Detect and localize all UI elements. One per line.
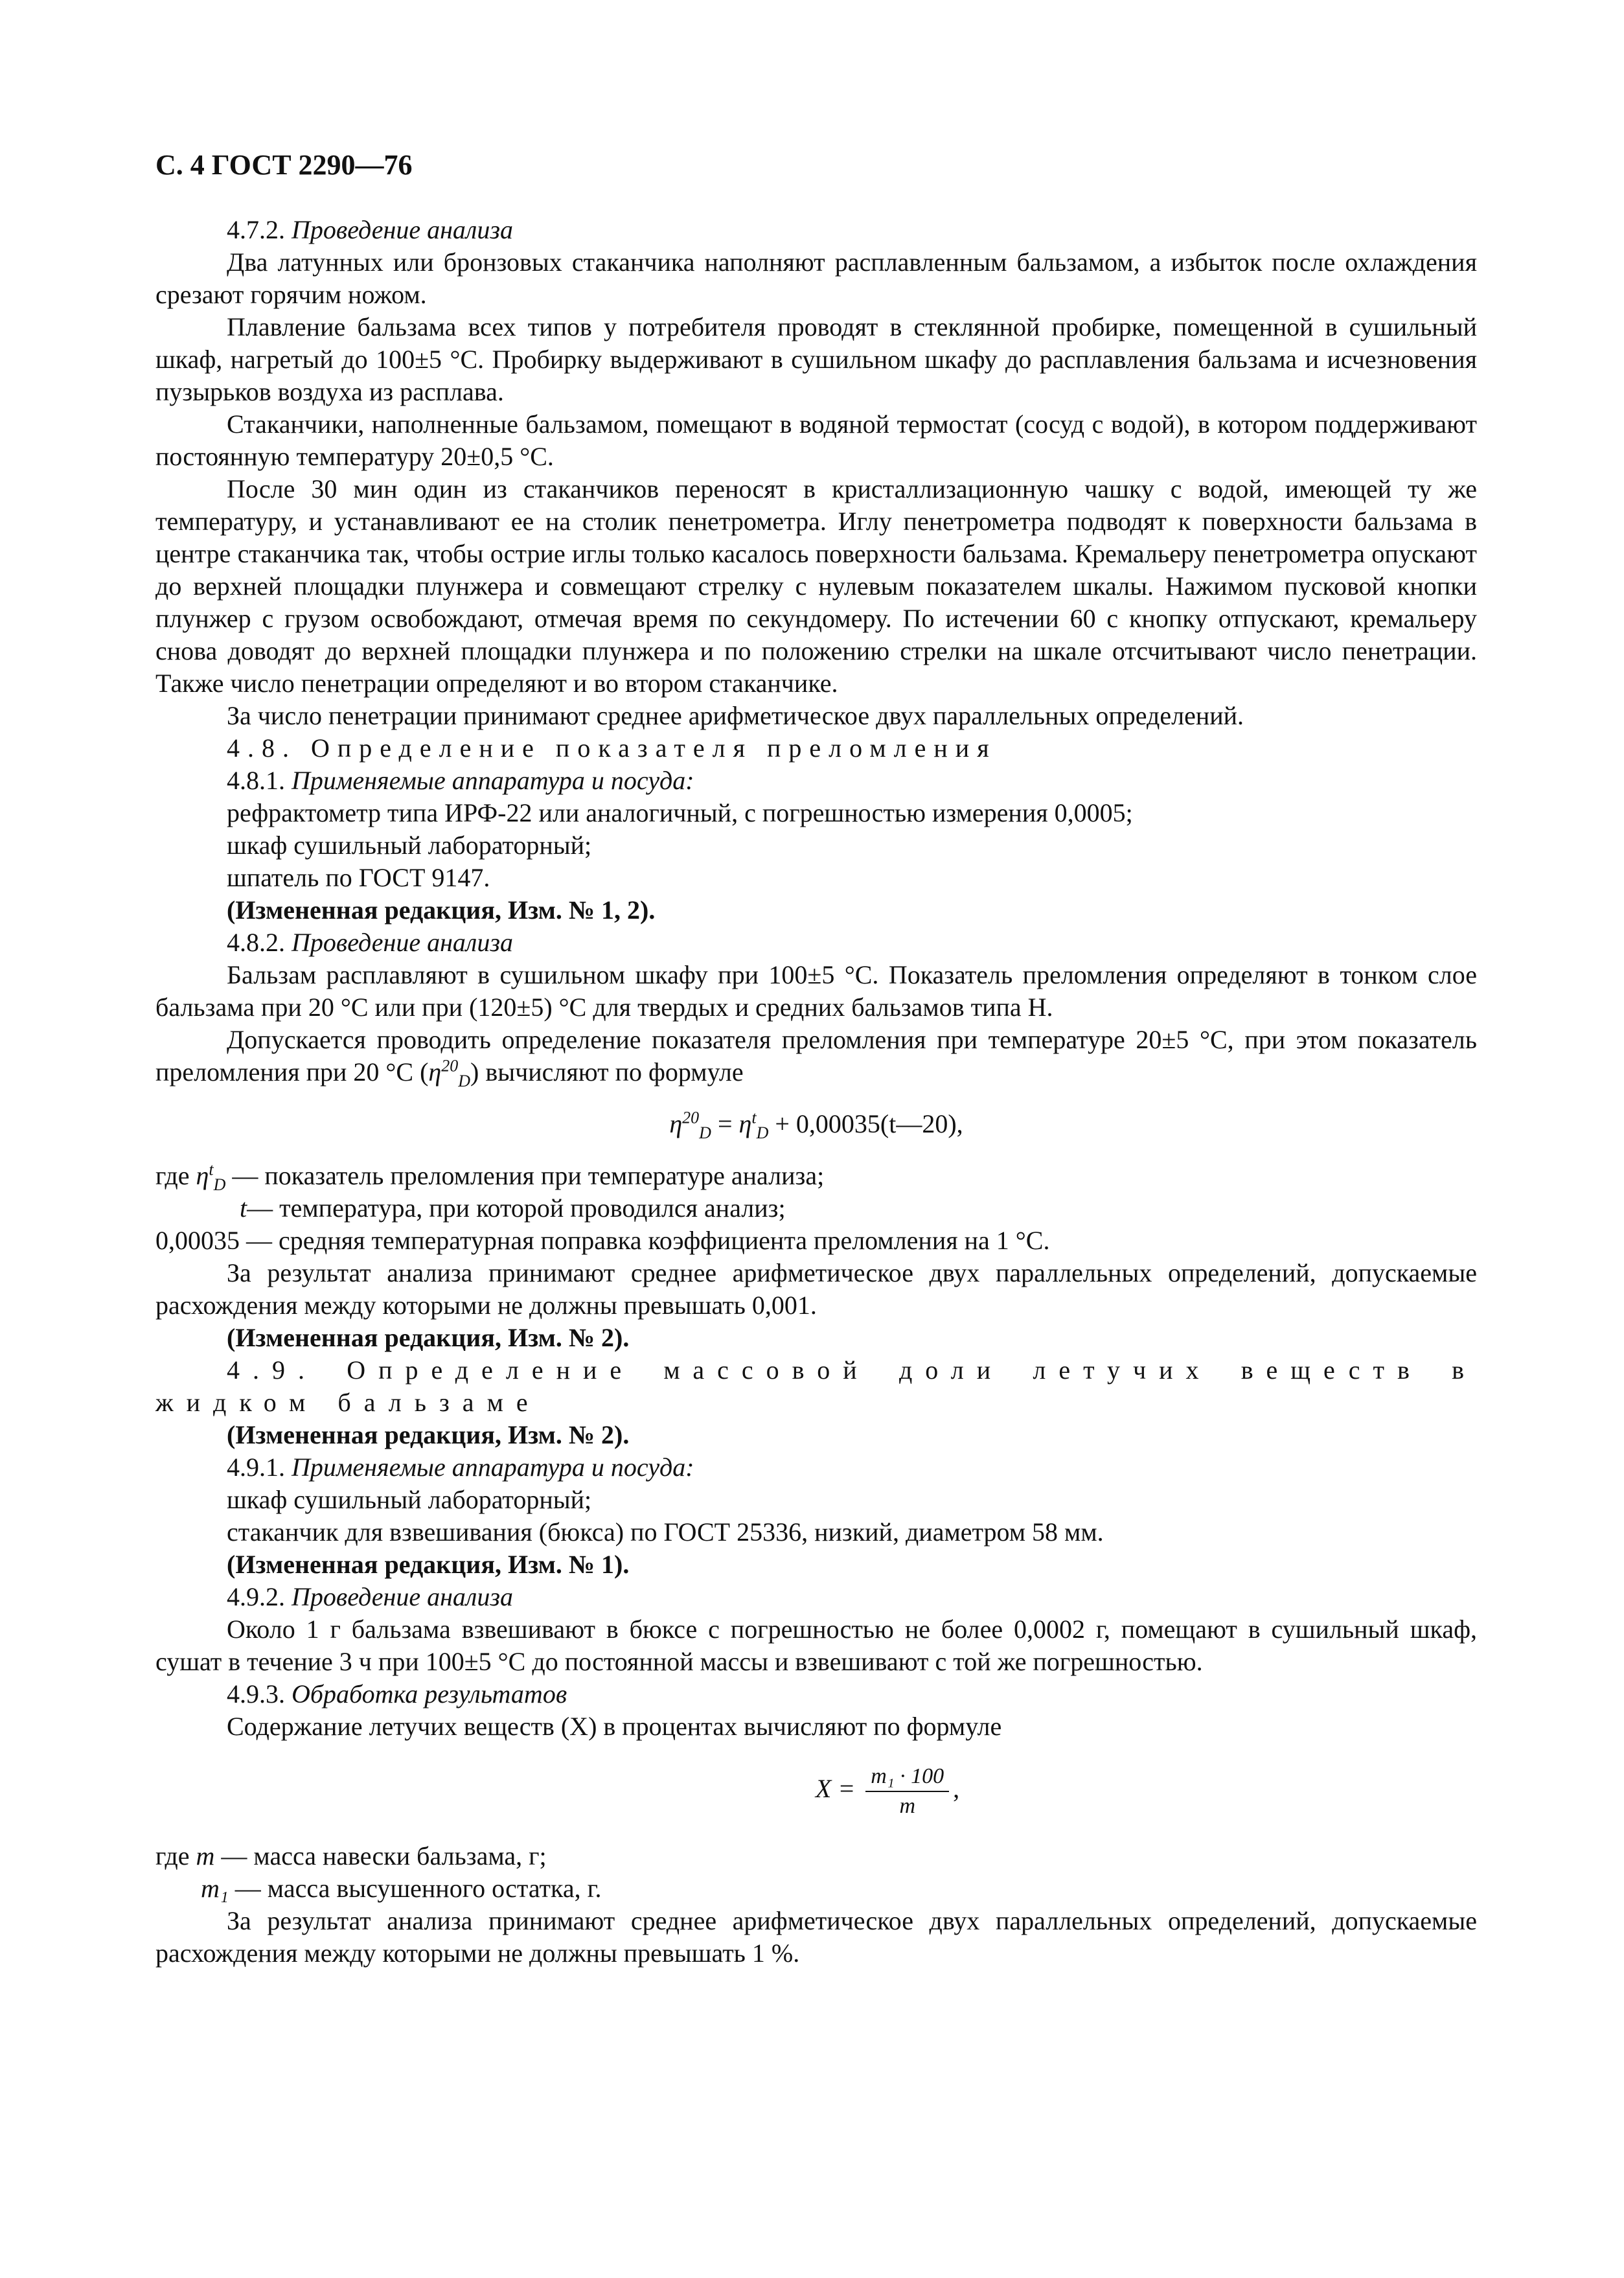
paragraph: После 30 мин один из стаканчиков переносят в кристаллизационную чашку с водой, имеющей ту же температуру, и устанавливают ее на столик пенетрометра. Иглу пенетрометра подводят к поверхности бальзама в центре стаканчика так, чтобы острие иглы только касалось поверхности бальзама. Кремальеру пенетрометра опускают до верхней площадки плунжера и совмещают стрелку с нулевым показателем шкалы. Нажимом пусковой кнопки плунжер с грузом освобождают, отмечая время по секундомеру. По истечении 60 с кнопку отпускают, кремальеру снова доводят до верхней площадки плунжера и по положению стрелки на шкале отсчитывают число пенетрации. Также число пенетрации определяют и во втором стаканчике. bbox=[155, 474, 1477, 698]
section-4-9-2 bbox=[155, 1581, 1477, 1613]
paragraph: Бальзам расплавляют в сушильном шкафу при 100±5 °С. Показатель преломления определяют в тонком слое бальзама при 20 °С или при (120±5) °С для твердых и средних бальзамов типа Н. bbox=[155, 960, 1477, 1022]
amendment-note: (Измененная редакция, Изм. № 1). bbox=[227, 1550, 630, 1579]
section-title: Обработка результатов bbox=[292, 1679, 567, 1708]
paragraph: Два латунных или бронзовых стаканчика наполняют расплавленным бальзамом, а избыток после охлаждения срезают горячим ножом. bbox=[155, 247, 1477, 309]
paragraph: За результат анализа принимают среднее арифметическое двух параллельных определений, допускаемые расхождения между которыми не должны превышать 1 %. bbox=[155, 1906, 1477, 1968]
amendment-note: (Измененная редакция, Изм. № 1, 2). bbox=[227, 895, 656, 925]
section-number: 4.8.1. bbox=[227, 766, 285, 795]
definition-row: m₁ — масса высушенного остатка, г. bbox=[201, 1874, 602, 1903]
document-body bbox=[155, 214, 1477, 1970]
paragraph: Около 1 г бальзама взвешивают в бюксе с погрешностью не более 0,0002 г, помещают в сушильный шкаф, сушат в течение 3 ч при 100±5 °С до постоянной массы и взвешивают с той же погрешностью. bbox=[155, 1615, 1477, 1676]
paragraph: За результат анализа принимают среднее арифметическое двух параллельных определений, допускаемые расхождения между которыми не должны превышать 0,001. bbox=[155, 1258, 1477, 1320]
definition-row: где m — масса навески бальзама, г; bbox=[155, 1841, 547, 1870]
list-item: шпатель по ГОСТ 9147. bbox=[227, 863, 490, 892]
fraction: $\frac{\text{m₁ · 100}}{m}$ bbox=[865, 1762, 949, 1821]
list-item: рефрактометр типа ИРФ-22 или аналогичный, с погрешностью измерения 0,0005; bbox=[227, 798, 1133, 827]
paragraph: Стаканчики, наполненные бальзамом, помещают в водяной термостат (сосуд с водой), в котором поддерживают постоянную температуру 20±0,5 °С. bbox=[155, 409, 1477, 471]
section-title: Проведение анализа bbox=[292, 1582, 513, 1611]
section-4-8-heading: 4.8. Определение показателя преломления bbox=[227, 733, 997, 763]
formula-refraction: $\eta^{20}_D = \eta^t_D$ + 0,00035(t—20), bbox=[669, 1108, 963, 1142]
section-4-9-heading: 4.9. Определение массовой доли летучих веществ в жидком бальзаме bbox=[155, 1355, 1477, 1417]
definition-row: t— температура, при которой проводился анализ; bbox=[240, 1193, 786, 1223]
paragraph: За число пенетрации принимают среднее арифметическое двух параллельных определений. bbox=[227, 701, 1244, 730]
paragraph: Содержание летучих веществ (X) в процентах вычисляют по формуле bbox=[227, 1712, 1002, 1741]
formula-volatiles: X = $\frac{\text{m₁ · 100}}{m}$ , bbox=[298, 1762, 1477, 1821]
amendment-note: (Измененная редакция, Изм. № 2). bbox=[227, 1323, 630, 1352]
section-number: 4.9.2. bbox=[227, 1582, 285, 1611]
section-title: Применяемые аппаратура и посуда: bbox=[292, 1453, 694, 1482]
list-item: стаканчик для взвешивания (бюкса) по ГОСТ 25336, низкий, диаметром 58 мм. bbox=[227, 1517, 1104, 1547]
amendment-note: (Измененная редакция, Изм. № 2). bbox=[227, 1420, 630, 1449]
eta-symbol: $\eta^{20}_D$ bbox=[428, 1056, 471, 1090]
definition-row: 0,00035 — средняя температурная поправка коэффициента преломления на 1 °С. bbox=[155, 1226, 1050, 1255]
section-4-9-3 bbox=[155, 1678, 1477, 1710]
page-header: С. 4 ГОСТ 2290—76 bbox=[155, 149, 413, 181]
paragraph: Допускается проводить определение показателя преломления при температуре 20±5 °С, при этом показатель преломления при 20 °С $(\eta^{20}_D)$ вычисляют по формуле bbox=[155, 1025, 1477, 1090]
list-item: шкаф сушильный лабораторный; bbox=[227, 1485, 592, 1514]
section-number: 4.7.2. bbox=[227, 215, 285, 244]
section-4-8-2 bbox=[155, 926, 1477, 959]
section-number: 4.8.2. bbox=[227, 928, 285, 957]
list-item: шкаф сушильный лабораторный; bbox=[227, 831, 592, 860]
section-title: Применяемые аппаратура и посуда: bbox=[292, 766, 694, 795]
section-title: Проведение анализа bbox=[292, 215, 513, 244]
section-4-7-2 bbox=[155, 214, 1477, 246]
section-4-8-1 bbox=[155, 765, 1477, 797]
definition-row: где $\eta^t_D$ — показатель преломления при температуре анализа; bbox=[155, 1160, 825, 1194]
section-number: 4.9.3. bbox=[227, 1679, 285, 1708]
section-4-9-1 bbox=[155, 1451, 1477, 1484]
section-title: Проведение анализа bbox=[292, 928, 513, 957]
paragraph: Плавление бальзама всех типов у потребителя проводят в стеклянной пробирке, помещенной в сушильный шкаф, нагретый до 100±5 °С. Пробирку выдерживают в сушильном шкафу до расплавления бальзама и исчезновения пузырьков воздуха из расплава. bbox=[155, 312, 1477, 406]
section-number: 4.9.1. bbox=[227, 1453, 285, 1482]
